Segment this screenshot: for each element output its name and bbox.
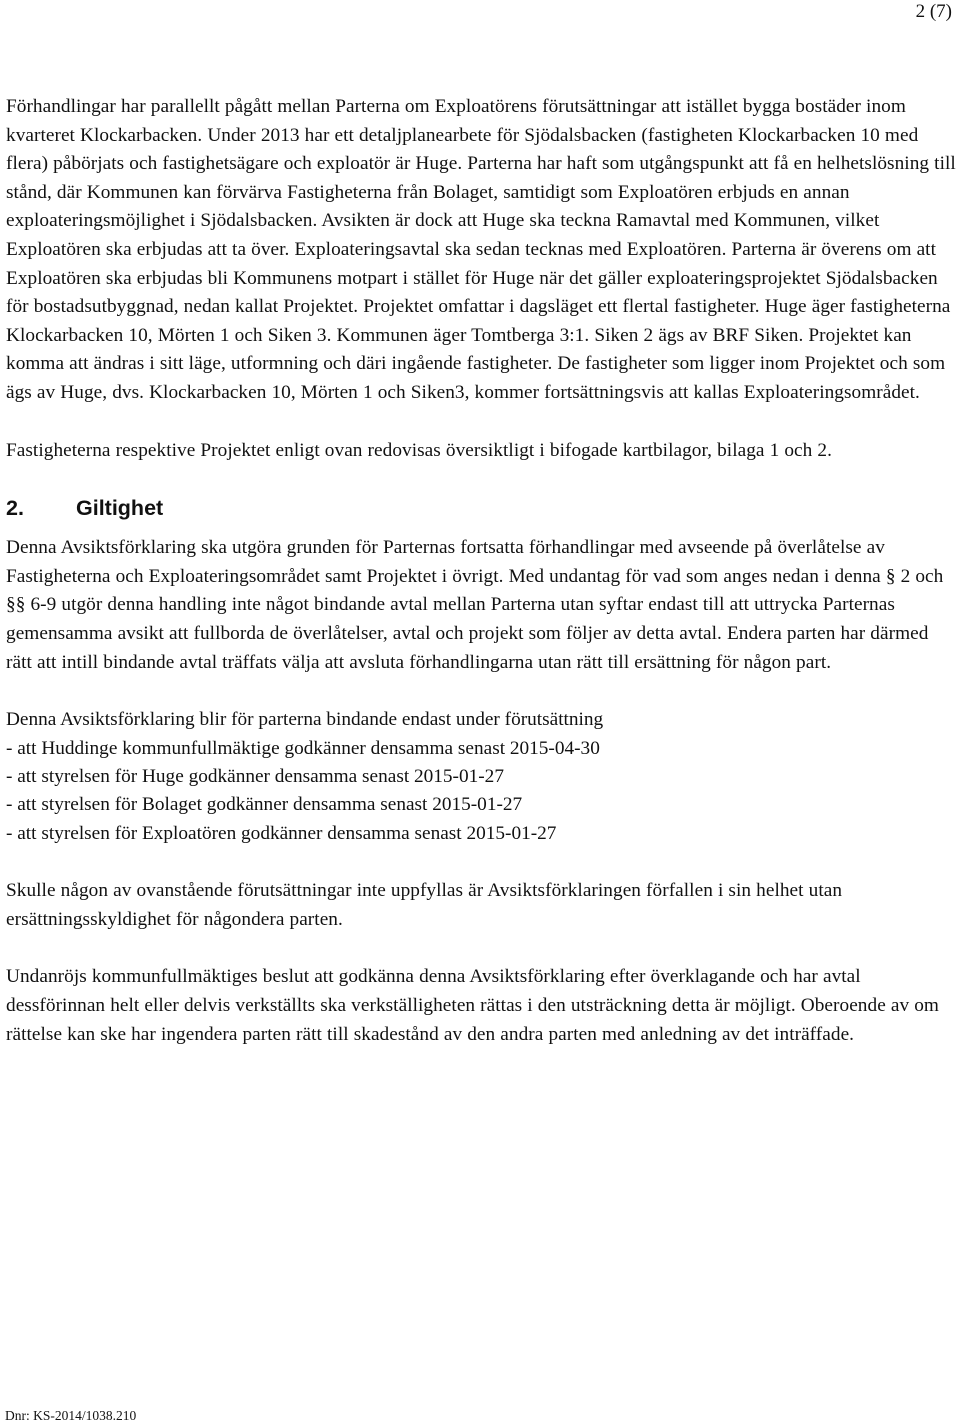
paragraph-validity: Denna Avsiktsförklaring ska utgöra grunden för Parternas fortsatta förhandlingar med avseende på överlåtelse av Fastigheterna och Exploateringsområdet samt Projektet i övrigt. Med undantag för vad som anges nedan i denna § 2 och §§ 6-9 utgör denna handling inte något bindande avtal mellan Parterna utan syftar endast till att uttrycka Parternas gemensamma avsikt att fullborda de överlåtelser, avtal och projekt som följer av detta avtal. Endera parten har därmed rätt att intill bindande avtal träffats välja att avsluta förhandlingarna utan rätt till ersättning för någon part. bbox=[6, 537, 944, 673]
condition-item: - att styrelsen för Huge godkänner densamma senast 2015-01-27 bbox=[6, 765, 504, 787]
conditions-intro: Denna Avsiktsförklaring blir för parterna bindande endast under förutsättning bbox=[6, 709, 604, 731]
document-body bbox=[6, 93, 956, 1078]
paragraph-annulment: Undanröjs kommunfullmäktiges beslut att godkänna denna Avsiktsförklaring efter överklagande och har avtal dessförinnan helt eller delvis verkställts ska verkställigheten rättas i den utsträckning detta är möjligt. Oberoende av om rättelse kan ske har ingendera parten rätt till skadestånd av den andra parten med anledning av det inträffade. bbox=[6, 966, 939, 1045]
section-title: Giltighet bbox=[76, 496, 164, 521]
condition-item: - att styrelsen för Exploatören godkänner densamma senast 2015-01-27 bbox=[6, 822, 557, 844]
paragraph-negotiations: Förhandlingar har parallellt pågått mellan Parterna om Exploatörens förutsättningar att istället bygga bostäder inom kvarteret Klockarbacken. Under 2013 har ett detaljplanearbete för Sjödalsbacken (fastigheten Klockarbacken 10 med flera) påbörjats och fastighetsägare och exploatör är Huge. Parterna har haft som utgångspunkt att få en helhetslösning till stånd, där Kommunen kan förvärva Fastigheterna från Bolaget, samtidigt som Exploatören erbjuds en annan exploateringsmöjlighet i Sjödalsbacken. Avsikten är dock att Huge ska teckna Ramavtal med Kommunen, vilket Exploatören ska erbjudas att ta över. Exploateringsavtal ska sedan tecknas med Exploatören. Parterna är överens om att Exploatören ska erbjudas bli Kommunens motpart i stället för Huge när det gäller exploateringsprojektet Sjödalsbacken för bostadsutbyggnad, nedan kallat Projektet. Projektet omfattar i dagsläget ett flertal fastigheter. Huge äger fastigheterna Klockarbacken 10, Mörten 1 och Siken 3. Kommunen äger Tomtberga 3:1. Siken 2 ägs av BRF Siken. Projektet kan komma att ändras i sitt läge, utformning och däri ingående fastigheter. De fastigheter som ligger inom Projektet och som ägs av Huge, dvs. Klockarbacken 10, Mörten 1 och Siken3, kommer fortsättningsvis att kallas Exploateringsområdet. bbox=[6, 96, 956, 403]
conditions-list bbox=[6, 706, 956, 848]
condition-item: - att styrelsen för Bolaget godkänner densamma senast 2015-01-27 bbox=[6, 794, 523, 816]
paragraph-map-appendix: Fastigheterna respektive Projektet enligt ovan redovisas översiktligt i bifogade kartbilagor, bilaga 1 och 2. bbox=[6, 439, 832, 461]
document-reference-footer: Dnr: KS-2014/1038.210 bbox=[5, 1408, 137, 1423]
paragraph-lapse: Skulle någon av ovanstående förutsättningar inte uppfyllas är Avsiktsförklaringen förfallen i sin helhet utan ersättningsskyldighet för någondera parten. bbox=[6, 880, 843, 930]
condition-item: - att Huddinge kommunfullmäktige godkänner densamma senast 2015-04-30 bbox=[6, 737, 600, 759]
section-heading-validity bbox=[6, 494, 956, 522]
section-number: 2. bbox=[6, 496, 24, 521]
page-number: 2 (7) bbox=[915, 1, 952, 22]
